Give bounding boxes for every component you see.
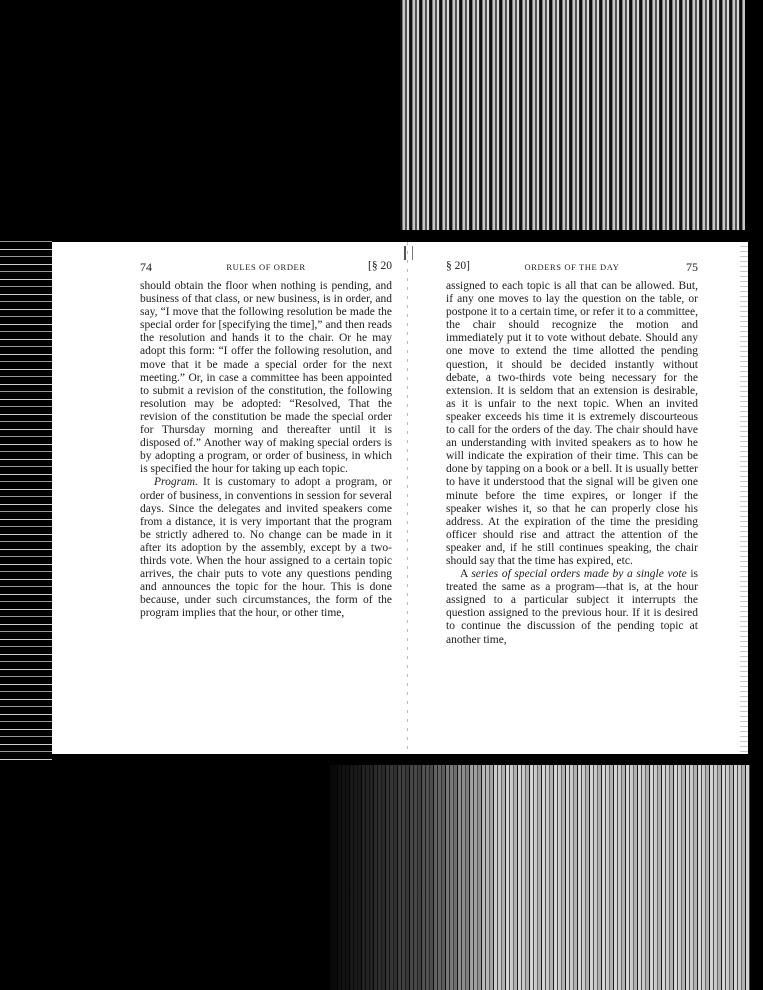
left-page-body xyxy=(140,280,392,620)
scan-artifact-left-edge xyxy=(0,235,52,765)
scan-artifact-fade xyxy=(320,760,500,990)
paragraph-text: It is customary to adopt a program, or order of business, in conventions in session for several days. Since the delegates and invited speakers come from a distance, it is very important that the program be strictly adhered to. No change can be made in it after its adoption by the assembly, except by a two-thirds vote. When the hour assigned to a certain topic arrives, the chair puts to vote any questions pending and announces the topic for the hour. This is done because, under such circumstances, the form of the program implies that the hour, or other time, xyxy=(140,476,392,620)
paragraph-text: should obtain the floor when nothing is pending, and business of that class, or new business, is in order, and say, “I move that the following resolution be made the special order for [specifying the time],” and then reads the resolution and hands it to the chair. Or he may adopt this form: “I offer the following resolution, and move that it be made a special order for the next meeting.” Or, in case a committee has been appointed to submit a revision of the constitution, the following resolution may be adopted: “Resolved, That the revision of the constitution be made the special order for Thursday morning and thereafter until it is disposed of.” Another way of making special orders is by adopting a program, or order of business, in which is specified the hour for taking up each topic. xyxy=(140,280,392,476)
left-page xyxy=(140,260,392,620)
left-page-header xyxy=(140,260,392,274)
paragraph-text: assigned to each topic is all that can be allowed. But, if any one moves to lay the question on the table, or postpone it to a certain time, or refer it to a committee, the chair should recognize the motion and immediately put it to vote without debate. Should any one move to extend the time allotted the pending question, it should be decided instantly without debate, a two-thirds vote being necessary for the extension. It is seldom that an extension is desirable, as it is unfair to the next topic. When an invited speaker exceeds his time it is extremely discourteous to call for the orders of the day. The chair should have an understanding with invited speakers as to how he will indicate the expiration of their time. This can be done by tapping on a book or a bell. It is usually better to have it understood that the signal will be given one minute before the time expires, or longer if the speaker wishes it, so that he can properly close his address. At the expiration of the time the presiding officer should rise and attract the attention of the speaker and, if he still continues speaking, the chair should say that the time has expired, etc. xyxy=(446,280,698,567)
section-marker: [§ 20 xyxy=(368,260,392,272)
paragraph xyxy=(446,280,698,568)
gutter-mark xyxy=(404,246,413,260)
page-edge xyxy=(740,242,748,754)
page-number: 74 xyxy=(140,260,152,274)
paragraph-lead: series of special orders made by a single vote xyxy=(471,568,687,581)
section-marker: § 20] xyxy=(446,260,470,272)
paragraph-prefix: A xyxy=(460,568,472,581)
paragraph xyxy=(140,280,392,476)
running-title: RULES OF ORDER xyxy=(226,262,306,272)
paragraph xyxy=(446,568,698,647)
right-page xyxy=(446,260,698,647)
paragraph-lead: Program. xyxy=(154,476,198,489)
right-page-header xyxy=(446,260,698,274)
page-number: 75 xyxy=(686,260,698,274)
book-gutter xyxy=(407,242,408,754)
right-page-body xyxy=(446,280,698,647)
paragraph xyxy=(140,476,392,620)
scan-artifact-top xyxy=(400,0,745,230)
paragraph-text: is treated the same as a program—that is, at the hour assigned to a particular subject it interrupts the question assigned to the previous hour. If it is desired to continue the discussion of the pending topic at another time, xyxy=(446,568,698,646)
running-title: ORDERS OF THE DAY xyxy=(524,262,620,272)
book-spread xyxy=(52,242,748,754)
